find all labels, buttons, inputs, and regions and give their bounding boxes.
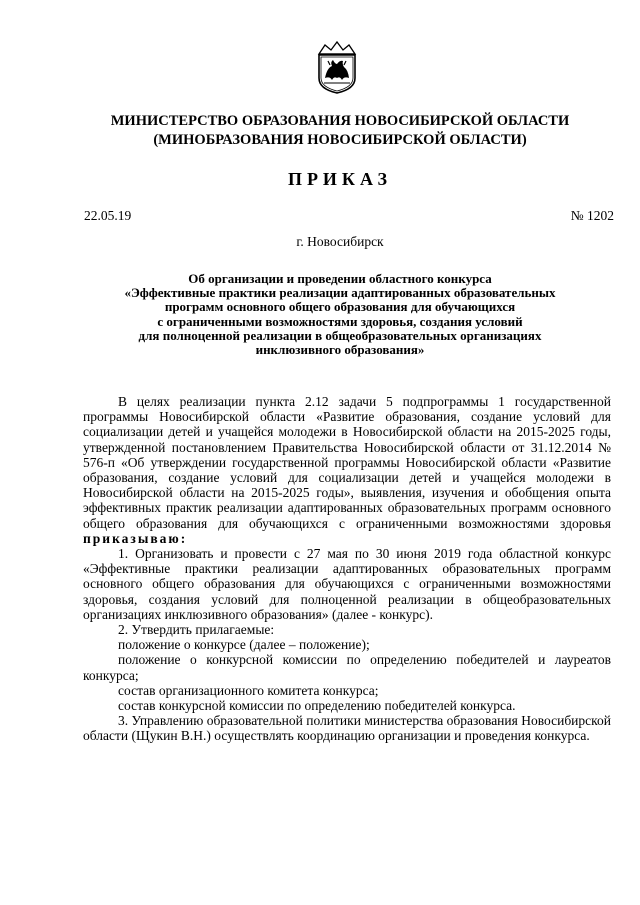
ministry-name: МИНИСТЕРСТВО ОБРАЗОВАНИЯ НОВОСИБИРСКОЙ ОБЛАСТИ <box>110 113 570 129</box>
preamble-paragraph: В целях реализации пункта 2.12 задачи 5 подпрограммы 1 государственной программы Новосибирской области «Развитие образования, создание условий для социализации детей и учащейся молодежи в Новосибирской области на 2015-2025 годы, утвержденной постановлением Правительства Новосибирской области от 31.12.2014 № 576-п «Об утверждении государственной программы Новосибирской области «Развитие образования, создание условий для социализации детей и учащейся молодежи в Новосибирской области на 2015-2025 годы», выявления, изучения и обобщения опыта эффективных практик реализации адаптированных образовательных программ основного общего образования для обучающихся с ограниченными возможностями здоровья <box>83 394 611 531</box>
order-item-2-list-entry: положение о конкурсе (далее – положение); <box>118 637 370 653</box>
order-date: 22.05.19 <box>84 208 132 223</box>
order-item-2-list-entry: положение о конкурсной комиссии по определению победителей и лауреатов конкурса; <box>83 652 611 683</box>
order-directive: приказываю: <box>83 530 188 546</box>
subject-line: Об организации и проведении областного конкурса <box>188 271 492 286</box>
subject-line: программ основного общего образования для обучающихся <box>164 299 516 315</box>
order-item-2-list-entry: состав организационного комитета конкурса; <box>118 682 379 698</box>
subject-line: «Эффективные практики реализации адаптированных образовательных <box>124 285 556 301</box>
order-item-2-list-entry: состав конкурсной комиссии по определению победителей конкурса. <box>118 698 516 714</box>
order-item-1: 1. Организовать и провести с 27 мая по 30 июня 2019 года областной конкурс «Эффективные практики реализации адаптированных образовательных программ основного общего образования для обучающихся с ограниченными возможностями здоровья, создания условий для полноценной реализации в общеобразовательных организациях инклюзивного образования» (далее - конкурс). <box>83 546 611 622</box>
order-body <box>83 394 611 744</box>
order-item-2: 2. Утвердить прилагаемые: <box>118 622 275 638</box>
order-number: № 1202 <box>570 208 614 223</box>
subject-line: инклюзивного образования» <box>255 342 425 358</box>
subject-line: с ограниченными возможностями здоровья, создания условий <box>157 313 523 329</box>
subject-line: для полноценной реализации в общеобразовательных организациях <box>138 327 542 343</box>
order-item-3: 3. Управлению образовательной политики министерства образования Новосибирской области (Щукин В.Н.) осуществлять координацию организации и проведения конкурса. <box>83 713 611 744</box>
novosibirsk-coat-of-arms-icon <box>316 40 358 94</box>
ministry-short-name: (МИНОБРАЗОВАНИЯ НОВОСИБИРСКОЙ ОБЛАСТИ) <box>153 132 527 148</box>
order-city: г. Новосибирск <box>296 234 384 249</box>
document-title: ПРИКАЗ <box>287 169 393 189</box>
order-subject <box>70 272 610 357</box>
